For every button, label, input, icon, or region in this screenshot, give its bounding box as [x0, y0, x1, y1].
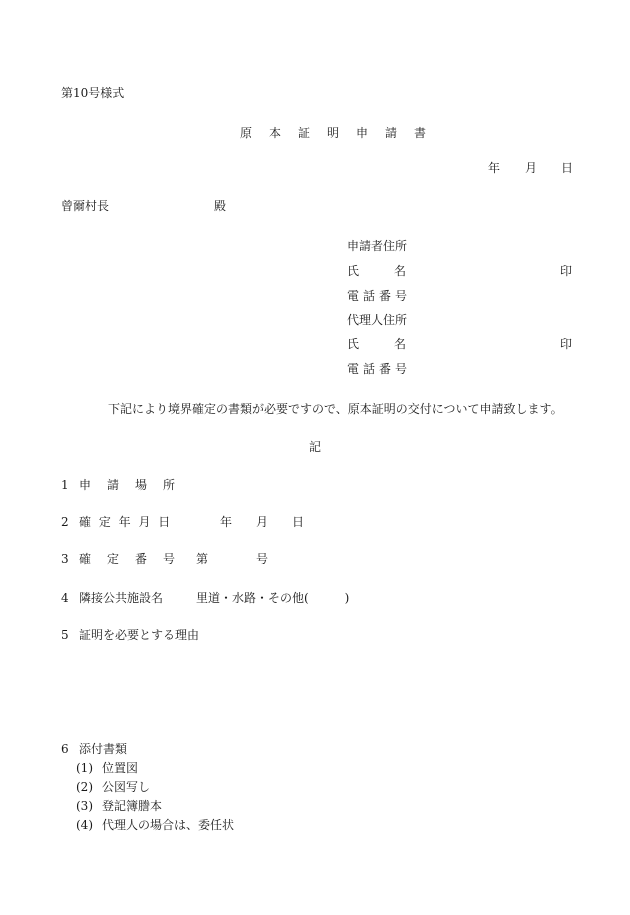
agent-address-label: 代理人住所: [347, 313, 408, 327]
item-number: 3: [61, 552, 69, 566]
item-number: 2: [61, 515, 69, 529]
item-4-value: 里道・水路・その他( ): [196, 591, 350, 605]
attachment-number: (1): [76, 761, 93, 775]
date-month-label: 月: [525, 161, 538, 175]
date-day-label: 日: [561, 161, 574, 175]
attachment-text: 公図写し: [102, 780, 151, 794]
applicant-seal: 印: [560, 264, 573, 278]
attachment-text: 登記簿謄本: [102, 799, 163, 813]
item-number: 1: [61, 478, 69, 492]
item-label: 確 定 年 月 日: [79, 515, 173, 529]
applicant-name-label-1: 氏: [347, 264, 360, 278]
item-label: 証明を必要とする理由: [79, 628, 200, 642]
form-number: 第10号様式: [61, 86, 125, 100]
item-2-day: 日: [292, 515, 305, 529]
agent-phone-label: 電話番号: [347, 362, 412, 376]
attachment-number: (2): [76, 780, 93, 794]
agent-seal: 印: [560, 337, 573, 351]
applicant-phone-label: 電話番号: [347, 289, 412, 303]
item-number: 6: [61, 742, 69, 756]
item-3-dai: 第: [196, 552, 209, 566]
attachment-text: 位置図: [102, 761, 139, 775]
attachment-number: (4): [76, 818, 93, 832]
agent-name-label-1: 氏: [347, 337, 360, 351]
item-2-month: 月: [256, 515, 269, 529]
date-year-label: 年: [488, 161, 501, 175]
addressee-honorific: 殿: [214, 199, 227, 213]
attachment-text: 代理人の場合は、委任状: [102, 818, 235, 832]
applicant-name-label-2: 名: [394, 264, 407, 278]
attachment-number: (3): [76, 799, 93, 813]
page-title: 原本証明申請書: [240, 126, 444, 140]
attachments-label: 添付書類: [79, 742, 128, 756]
ki-heading: 記: [309, 440, 322, 454]
body-text: 下記により境界確定の書類が必要ですので、原本証明の交付について申請致します。: [108, 402, 563, 416]
item-label: 申 請 場 所: [79, 478, 178, 492]
item-number: 4: [61, 591, 69, 605]
item-label: 隣接公共施設名: [79, 591, 164, 605]
item-label: 確 定 番 号: [79, 552, 178, 566]
addressee-name: 曾爾村長: [61, 199, 110, 213]
item-number: 5: [61, 628, 69, 642]
item-3-go: 号: [256, 552, 269, 566]
agent-name-label-2: 名: [394, 337, 407, 351]
applicant-address-label: 申請者住所: [347, 239, 408, 253]
item-2-year: 年: [220, 515, 233, 529]
